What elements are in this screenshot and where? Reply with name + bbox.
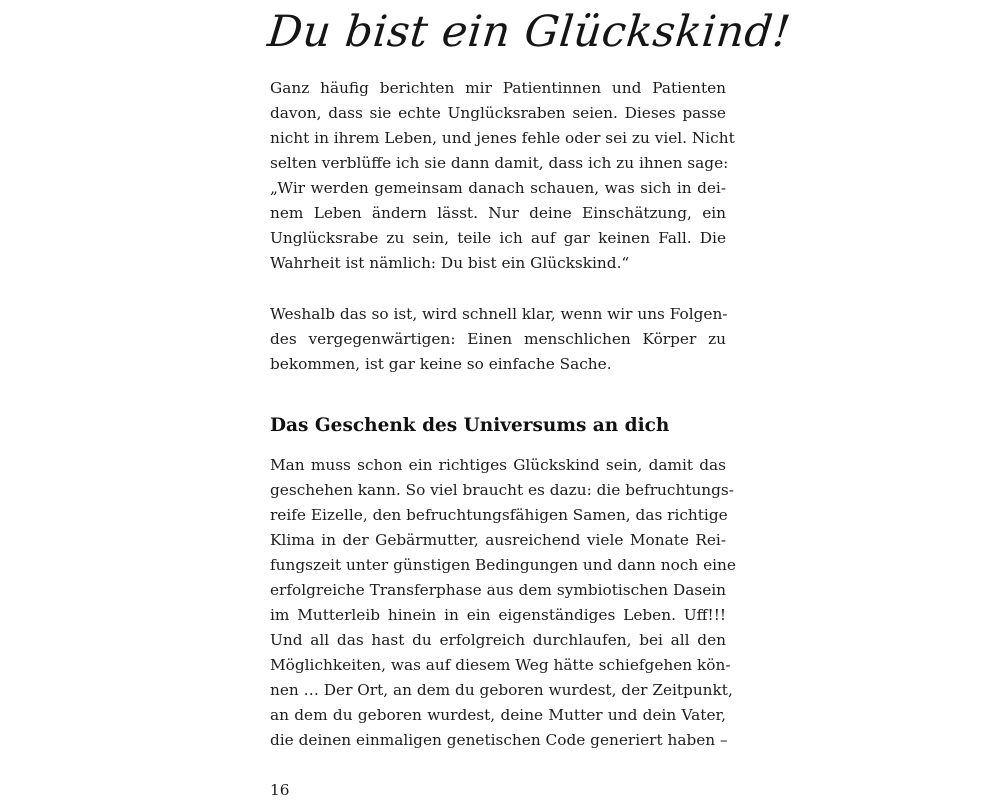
page-number: 16 — [270, 781, 290, 799]
text-line: die deinen einmaligen genetischen Code generiert haben – — [270, 731, 728, 749]
text-line: erfolgreiche Transferphase aus dem symbiotischen Dasein — [270, 581, 726, 599]
text-line: bekommen, ist gar keine so einfache Sache. — [270, 355, 612, 373]
text-line: Weshalb das so ist, wird schnell klar, wenn wir uns Folgen- — [270, 305, 728, 323]
text-line: Wahrheit ist nämlich: Du bist ein Glückskind.“ — [270, 254, 630, 272]
text-line: Ganz häufig berichten mir Patientinnen und Patienten — [270, 79, 726, 97]
text-line: Klima in der Gebärmutter, ausreichend viele Monate Rei- — [270, 531, 726, 549]
text-line: Und all das hast du erfolgreich durchlaufen, bei all den — [270, 631, 726, 649]
text-line: geschehen kann. So viel braucht es dazu: die befruchtungs- — [270, 481, 734, 499]
text-line: selten verblüffe ich sie dann damit, dass ich zu ihnen sage: — [270, 154, 729, 172]
text-line: nem Leben ändern lässt. Nur deine Einschätzung, ein — [270, 204, 726, 222]
text-line: nen … Der Ort, an dem du geboren wurdest, der Zeitpunkt, — [270, 681, 733, 699]
text-line: nicht in ihrem Leben, und jenes fehle oder sei zu viel. Nicht — [270, 129, 735, 147]
text-line: fungszeit unter günstigen Bedingungen und dann noch eine — [270, 556, 736, 574]
text-line: im Mutterleib hinein in ein eigenständiges Leben. Uff!!! — [270, 606, 726, 624]
text-line: davon, dass sie echte Unglücksraben seien. Dieses passe — [270, 104, 726, 122]
paragraph-gift — [270, 453, 736, 753]
paragraph-reason — [270, 302, 726, 377]
text-line: reife Eizelle, den befruchtungsfähigen Samen, das richtige — [270, 506, 728, 524]
text-line: Unglücksrabe zu sein, teile ich auf gar keinen Fall. Die — [270, 229, 726, 247]
text-line: an dem du geboren wurdest, deine Mutter und dein Vater, — [270, 706, 726, 724]
section-heading: Das Geschenk des Universums an dich — [270, 415, 670, 436]
chapter-title: Du bist ein Glückskind! — [265, 7, 794, 57]
text-line: Möglichkeiten, was auf diesem Weg hätte schiefgehen kön- — [270, 656, 731, 674]
text-line: „Wir werden gemeinsam danach schauen, was sich in dei- — [270, 179, 726, 197]
text-line: des vergegenwärtigen: Einen menschlichen Körper zu — [270, 330, 726, 348]
paragraph-intro — [270, 76, 735, 276]
text-line: Man muss schon ein richtiges Glückskind sein, damit das — [270, 456, 726, 474]
